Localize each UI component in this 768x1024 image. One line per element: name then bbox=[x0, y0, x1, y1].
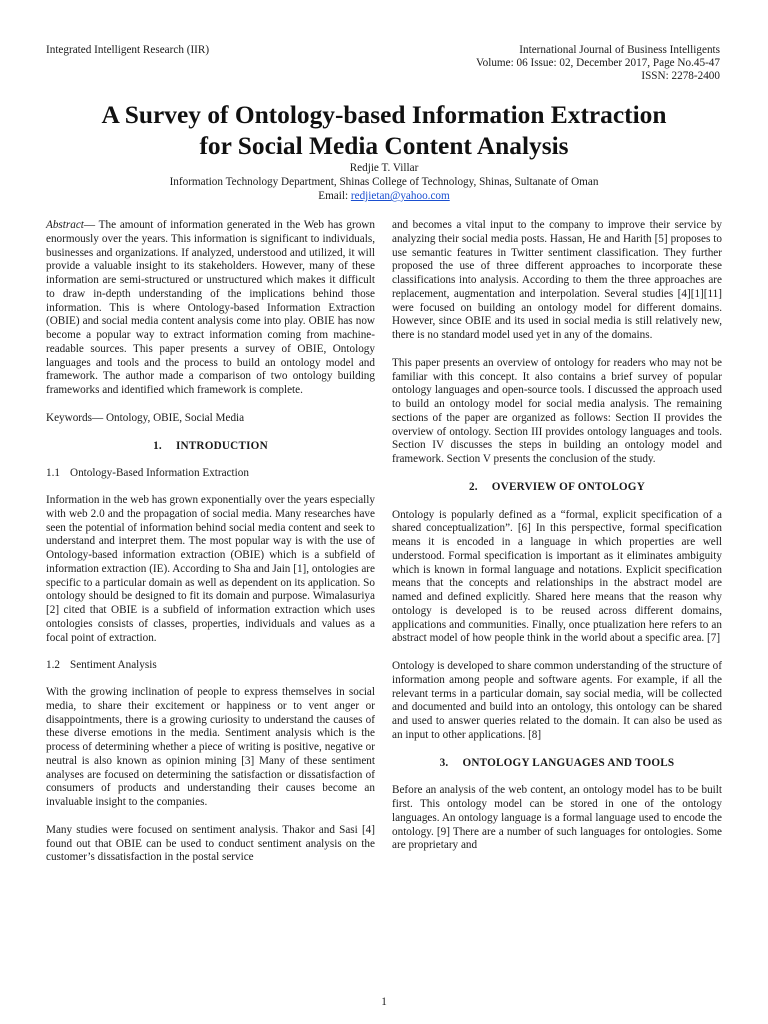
page-number: 1 bbox=[381, 996, 387, 1008]
section-heading-introduction bbox=[46, 440, 375, 454]
section-number: 1. bbox=[153, 439, 162, 452]
journal-publisher: Integrated Intelligent Research (IIR) bbox=[46, 44, 210, 56]
author-name: Redjie T. Villar bbox=[349, 162, 419, 174]
subsection-title: Sentiment Analysis bbox=[69, 659, 157, 672]
paragraph: This paper presents an overview of ontology for readers who may not be familiar with this concept. It also contains a brief survey of popular ontology languages and open-source tools. I discussed the approach used to build an ontology model for social media analysis. The remaining sections of the paper are organized as follows: Section II provides the overview of ontology. Section III provides ontology languages and tools. Section IV discusses the steps in building an ontology model and framework. Section V presents the conclusion of the study. bbox=[392, 356, 722, 465]
keywords: Keywords— Ontology, OBIE, Social Media bbox=[46, 411, 245, 424]
paragraph: and becomes a vital input to the company to improve their service by analyzing their social media posts. Hassan, He and Harith [5] proposes to use semantic features in Twitter sentiment classification. They further proposed the use of three different approaches to incorporate these classifications into analysis. According to them the three approaches are replacement, augmentation and interpolation. Several studies [4][1][11] were focused on building an ontology model for different domains. However, since OBIE and its used in social media is still relatively new, there is no standard model used yet in any of the domains. bbox=[392, 219, 722, 341]
section-title: INTRODUCTION bbox=[175, 439, 268, 452]
paragraph: Many studies were focused on sentiment analysis. Thakor and Sasi [4] found out that OBIE can be used to conduct sentiment analysis on the customer’s dissatisfaction in the postal service bbox=[46, 823, 375, 864]
subsection-number: 1.2 bbox=[46, 659, 60, 672]
section-number: 3. bbox=[439, 756, 449, 769]
subsection-heading-obie bbox=[46, 467, 375, 481]
journal-info bbox=[476, 44, 720, 84]
author-block bbox=[0, 161, 768, 203]
abstract bbox=[46, 219, 375, 398]
paper-title bbox=[0, 100, 768, 162]
paragraph: Ontology is developed to share common understanding of the structure of information among people and software agents. For example, if all the relevant terms in a particular domain, say social media, will be collected and documented and build into an ontology, this ontology can be shared and used to answer queries related to the domain. It can also be used as an input to other applications. [8] bbox=[392, 660, 722, 741]
left-column bbox=[46, 219, 375, 879]
section-title: OVERVIEW OF ONTOLOGY bbox=[491, 480, 645, 493]
subsection-heading-sentiment bbox=[46, 659, 375, 673]
subsection-number: 1.1 bbox=[46, 467, 60, 480]
section-number: 2. bbox=[468, 480, 478, 493]
abstract-label: Abstract bbox=[46, 219, 84, 231]
paragraph: Before an analysis of the web content, an ontology model has to be built first. This ontology model can be stored in one of the ontology languages. An ontology language is a formal language used to encode the ontology. [9] There are a number of such languages for ontologies. Some are proprietary and bbox=[392, 784, 722, 852]
section-title: ONTOLOGY LANGUAGES AND TOOLS bbox=[462, 756, 675, 769]
paragraph: Information in the web has grown exponentially over the years especially with web 2.0 and the propagation of social media. Many researches have seen the potential of information behind social media content and seek to understand and interpret them. The most popular way is with the use of Ontology-based information extraction (OBIE) which is a subfield of information extraction (IE). According to Sha and Jain [1], ontologies are specific to a particular domain as well as dependent on its application. So ontology should be designed to fit its domain and purpose. Wimalasuriya [2] cited that OBIE is a subfield of information extraction which uses ontologies consists of classes, properties, individuals and values as a focal point of extraction. bbox=[46, 494, 375, 644]
author-email-line bbox=[0, 189, 768, 203]
abstract-text: — The amount of information generated in the Web has grown enormously over the years. This information is significant to individuals, businesses and organizations. If analyzed, understood and utilized, it will provide a valuable insight to its stakeholders. However, many of these information are semi-structured or unstructured which makes it difficult to draw in-depth understanding of the implications behind those information. This is where Ontology-based Information Extraction (OBIE) and social media content analysis come into play. OBIE has now become a popular way to extract information coming from machine-readable sources. This paper presents a survey of OBIE, Ontology languages and tools and the process to build an ontology model and framework. The author made a comparison of two ontology building frameworks and identified which framework is complete. bbox=[46, 219, 375, 396]
journal-name: International Journal of Business Intelligents bbox=[519, 44, 720, 56]
paper-title-line-1: A Survey of Ontology-based Information Extraction bbox=[101, 101, 667, 129]
email-label: Email: bbox=[318, 190, 349, 202]
section-heading-overview bbox=[392, 481, 722, 495]
paper-title-line-2: for Social Media Content Analysis bbox=[199, 132, 569, 160]
section-heading-languages bbox=[392, 757, 722, 771]
journal-issn: ISSN: 2278-2400 bbox=[641, 70, 720, 83]
author-affiliation: Information Technology Department, Shinas College of Technology, Shinas, Sultanate of Oman bbox=[169, 176, 599, 188]
paragraph: Ontology is popularly defined as a “formal, explicit specification of a shared conceptualization”. [6] In this perspective, formal specification means it is encoded in a language in which properties are well understood. Formal specification is important as it eliminates ambiguity which is known in formal language and notations. Explicit specification means that the concepts and relationships in the abstract model are named and defined explicitly. Shared here means that the reason why ontology is developed is to be reused across different domains, applications and communities. Finally, once ptualization here refers to an abstract model of how people think in the world about a specific area. [7] bbox=[392, 508, 722, 645]
right-column bbox=[392, 219, 722, 867]
author-email-link[interactable]: redjietan@yahoo.com bbox=[350, 190, 450, 202]
paragraph: With the growing inclination of people to express themselves in social media, to share their excitement or happiness or to vent anger or disappointments, there is a growing curiosity to understand the causes of these diverse emotions in the media. Sentiment analysis which is the process of determining whether a piece of writing is positive, negative or neutral is also known as opinion mining [3] Many of these sentiment analyses are focused on determining the satisfaction or dissatisfaction of consumers of products and understanding their causes become an invaluable insight to the companies. bbox=[46, 686, 375, 808]
subsection-title: Ontology-Based Information Extraction bbox=[69, 467, 249, 480]
journal-volume: Volume: 06 Issue: 02, December 2017, Page No.45-47 bbox=[475, 57, 720, 70]
